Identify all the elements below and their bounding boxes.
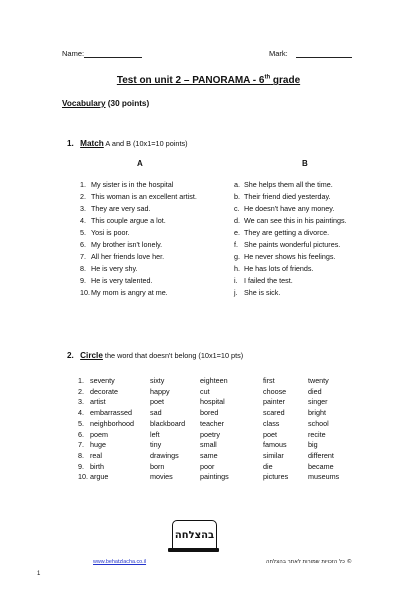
word-option[interactable]: singer	[308, 397, 328, 407]
match-item-b	[234, 252, 336, 261]
vocabulary-heading	[62, 99, 149, 108]
word-option[interactable]: sad	[150, 408, 162, 418]
item-text: He doesn't have any money.	[244, 204, 335, 213]
item-text: My mom is angry at me.	[91, 288, 168, 297]
row-number: 7.	[78, 440, 84, 450]
row-number: 8.	[78, 450, 84, 460]
behatzlacha-logo: בהצלחה	[172, 520, 217, 552]
name-label: Name:	[62, 49, 85, 58]
name-field	[62, 49, 142, 58]
section2-instructions: the word that doesn't belong (10x1=10 pts)	[102, 351, 244, 360]
item-number: 9.	[80, 276, 86, 285]
word-option[interactable]: blackboard	[150, 418, 186, 428]
word-option[interactable]: birth	[90, 461, 104, 471]
column-b-label: B	[302, 159, 308, 168]
match-item-b	[234, 288, 280, 297]
word-option[interactable]: poem	[90, 429, 108, 439]
match-item-b	[234, 276, 293, 285]
section2-number: 2.	[67, 351, 74, 360]
mark-field	[269, 49, 352, 58]
item-number: 6.	[80, 240, 86, 249]
word-option[interactable]: born	[150, 461, 165, 471]
match-item-a	[80, 192, 197, 201]
word-option[interactable]: school	[308, 418, 329, 428]
page-number: 1	[37, 571, 41, 577]
copyright-notice: © כל הזכויות שמורות לאתר בהצלחה	[266, 559, 352, 565]
section1-number: 1.	[67, 139, 74, 148]
item-number: 4.	[80, 216, 86, 225]
item-number: 7.	[80, 252, 86, 261]
vocabulary-points: (30 points)	[105, 99, 150, 108]
row-number: 6.	[78, 429, 84, 439]
word-option[interactable]: teacher	[200, 418, 224, 428]
page-title	[0, 75, 417, 86]
item-letter: a.	[234, 180, 240, 189]
section1-instructions: A and B (10x1=10 points)	[103, 139, 188, 148]
word-option[interactable]: similar	[263, 450, 284, 460]
item-text: She paints wonderful pictures.	[244, 240, 341, 249]
word-option[interactable]: bright	[308, 408, 326, 418]
item-number: 10.	[80, 288, 90, 297]
word-option[interactable]: poet	[263, 429, 277, 439]
word-option[interactable]: drawings	[150, 450, 179, 460]
word-option[interactable]: painter	[263, 397, 285, 407]
item-number: 5.	[80, 228, 86, 237]
word-option[interactable]: museums	[308, 472, 340, 482]
item-text: I failed the test.	[244, 276, 293, 285]
website-link[interactable]: www.behatzlacha.co.il	[93, 559, 147, 565]
item-letter: d.	[234, 216, 240, 225]
word-option[interactable]: real	[90, 450, 102, 460]
item-text: My sister is in the hospital	[91, 180, 174, 189]
word-option[interactable]: first	[263, 376, 275, 385]
section1-heading	[67, 139, 188, 148]
match-item-b	[234, 192, 331, 201]
word-option[interactable]: scared	[263, 408, 285, 418]
word-option[interactable]: class	[263, 418, 280, 428]
match-item-b	[234, 180, 333, 189]
item-text: They are very sad.	[91, 204, 151, 213]
mark-label: Mark:	[269, 49, 288, 58]
word-option[interactable]: became	[308, 461, 334, 471]
word-option[interactable]: die	[263, 461, 273, 471]
item-letter: h.	[234, 264, 240, 273]
match-item-b	[234, 240, 340, 249]
word-option[interactable]: recite	[308, 429, 326, 439]
word-option[interactable]: eighteen	[200, 376, 228, 385]
item-text: My brother isn't lonely.	[91, 240, 163, 249]
word-option[interactable]: poor	[200, 461, 215, 471]
item-letter: f.	[234, 240, 238, 249]
word-option[interactable]: huge	[90, 440, 106, 450]
title-main: Test on unit 2 – PANORAMA - 6	[116, 75, 265, 87]
match-item-a	[80, 240, 162, 249]
word-option[interactable]: different	[308, 450, 334, 460]
word-option[interactable]: choose	[263, 386, 287, 396]
row-number: 2.	[78, 386, 84, 396]
match-item-a	[80, 228, 130, 237]
word-option[interactable]: tiny	[150, 440, 162, 450]
word-option[interactable]: big	[308, 440, 318, 450]
item-number: 2.	[80, 192, 86, 201]
word-option[interactable]: artist	[90, 397, 106, 407]
item-letter: j.	[234, 288, 238, 297]
word-option[interactable]: died	[308, 386, 322, 396]
item-letter: g.	[234, 252, 240, 261]
item-text: He is very shy.	[91, 264, 138, 273]
word-option[interactable]: seventy	[90, 376, 115, 385]
word-option[interactable]: left	[150, 429, 160, 439]
item-text: Yosi is poor.	[91, 228, 130, 237]
match-item-b	[234, 264, 314, 273]
word-option[interactable]: bored	[200, 408, 219, 418]
match-item-a	[80, 216, 166, 225]
word-option[interactable]: poet	[150, 397, 164, 407]
match-item-b	[234, 216, 347, 225]
word-option[interactable]: sixty	[150, 376, 165, 385]
match-item-a	[80, 204, 151, 213]
word-option[interactable]: decorate	[90, 386, 118, 396]
match-item-a	[80, 288, 168, 297]
word-option[interactable]: twenty	[308, 376, 329, 385]
match-item-a	[80, 180, 173, 189]
row-number: 10.	[78, 472, 88, 482]
word-option[interactable]: cut	[200, 386, 210, 396]
match-item-a	[80, 252, 164, 261]
title-suffix: grade	[270, 75, 301, 87]
item-text: He has lots of friends.	[244, 264, 314, 273]
match-item-a	[80, 264, 138, 273]
word-option[interactable]: hospital	[200, 397, 225, 407]
item-text: This woman is an excellent artist.	[91, 192, 197, 201]
mark-blank-line[interactable]	[296, 49, 352, 58]
item-text: We can see this in his paintings.	[244, 216, 347, 225]
row-number: 5.	[78, 418, 84, 428]
word-option[interactable]: poetry	[200, 429, 220, 439]
word-option[interactable]: paintings	[200, 472, 229, 482]
item-text: He never shows his feelings.	[244, 252, 336, 261]
item-letter: i.	[234, 276, 238, 285]
item-number: 8.	[80, 264, 86, 273]
word-option[interactable]: famous	[263, 440, 287, 450]
item-letter: e.	[234, 228, 240, 237]
word-option[interactable]: neighborhood	[90, 418, 134, 428]
section2-keyword: Circle	[80, 351, 103, 360]
word-option[interactable]: argue	[90, 472, 109, 482]
section1-keyword: Match	[80, 139, 104, 148]
word-option[interactable]: small	[200, 440, 217, 450]
item-number: 3.	[80, 204, 86, 213]
match-item-b	[234, 228, 329, 237]
word-option[interactable]: same	[200, 450, 218, 460]
item-text: She is sick.	[244, 288, 281, 297]
word-option[interactable]: embarrassed	[90, 408, 132, 418]
word-option[interactable]: happy	[150, 386, 170, 396]
row-number: 3.	[78, 397, 84, 407]
row-number: 1.	[78, 376, 84, 385]
logo-base	[168, 548, 219, 552]
section2-heading	[67, 351, 243, 360]
word-option[interactable]: movies	[150, 472, 173, 482]
column-a-label: A	[137, 159, 143, 168]
name-blank-line[interactable]	[84, 49, 142, 58]
item-text: Their friend died yesterday.	[244, 192, 331, 201]
item-text: This couple argue a lot.	[91, 216, 166, 225]
vocabulary-label: Vocabulary	[62, 99, 106, 108]
match-item-b	[234, 204, 334, 213]
item-text: They are getting a divorce.	[244, 228, 330, 237]
item-text: She helps them all the time.	[244, 180, 333, 189]
item-text: He is very talented.	[91, 276, 153, 285]
match-item-a	[80, 276, 153, 285]
row-number: 9.	[78, 461, 84, 471]
title-superscript: th	[264, 75, 271, 81]
item-letter: b.	[234, 192, 240, 201]
row-number: 4.	[78, 408, 84, 418]
item-text: All her friends love her.	[91, 252, 165, 261]
word-option[interactable]: pictures	[263, 472, 289, 482]
item-letter: c.	[234, 204, 240, 213]
item-number: 1.	[80, 180, 86, 189]
